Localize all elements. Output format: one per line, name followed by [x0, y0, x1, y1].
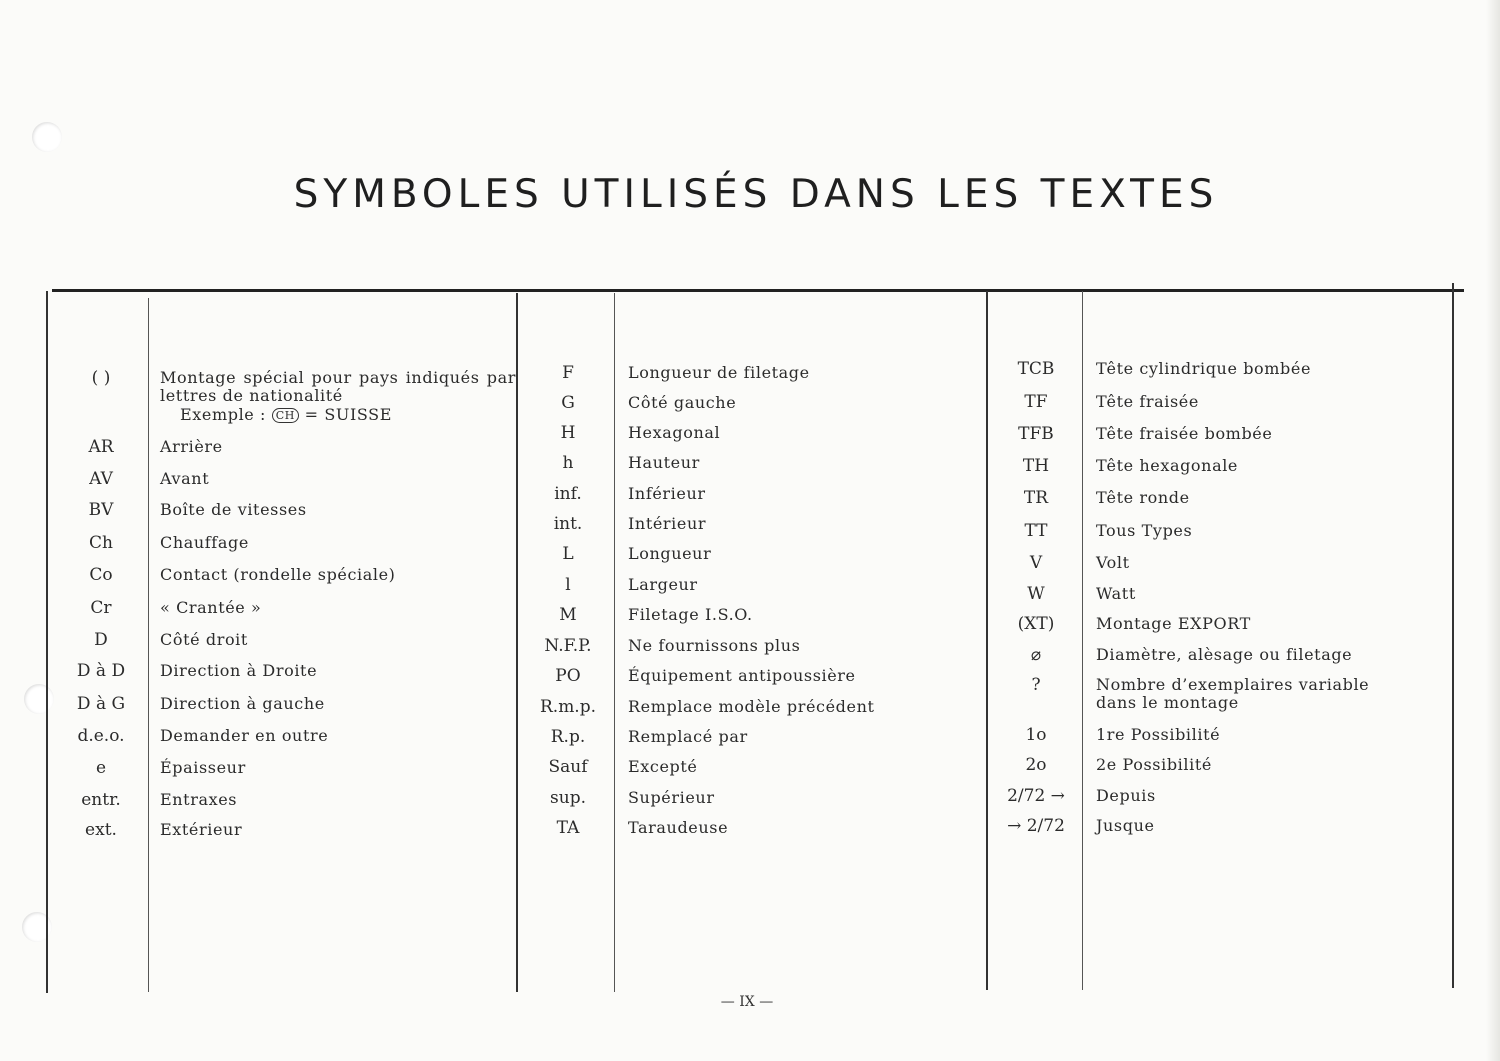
- symbol-definition: [1096, 726, 1396, 744]
- definition-text: Excepté: [628, 757, 698, 776]
- definition-text: Taraudeuse: [628, 818, 729, 837]
- symbol-abbreviation: 2/72 →: [1007, 786, 1065, 806]
- definition-text: Hexagonal: [628, 423, 721, 442]
- symbol-abbreviation: G: [561, 393, 575, 413]
- definition-text: Chauffage: [160, 533, 249, 552]
- column-separator-2: [986, 291, 988, 990]
- symbol-definition: [1096, 756, 1396, 774]
- symbol-definition: [1096, 646, 1396, 664]
- symbol-definition: [628, 819, 978, 837]
- symbol-abbreviation: Sauf: [548, 757, 588, 777]
- col2-divider: [614, 293, 615, 992]
- symbol-abbreviation: TFB: [1018, 424, 1054, 444]
- definition-text: Boîte de vitesses: [160, 500, 307, 519]
- symbol-definition: [1096, 360, 1396, 378]
- symbol-definition: [160, 791, 516, 809]
- symbol-definition: [628, 424, 978, 442]
- symbol-abbreviation: M: [559, 605, 577, 625]
- symbol-definition: [1096, 676, 1396, 712]
- symbol-definition: [160, 727, 516, 745]
- symbol-definition: [1096, 489, 1396, 507]
- symbol-abbreviation: PO: [555, 666, 581, 686]
- definition-text: Diamètre, alèsage ou filetage: [1096, 645, 1353, 664]
- definition-text: Montage EXPORT: [1096, 614, 1251, 633]
- symbol-definition: [160, 759, 516, 777]
- symbol-abbreviation: inf.: [554, 484, 582, 504]
- symbol-abbreviation: ?: [1031, 675, 1041, 695]
- symbol-definition: [1096, 554, 1396, 572]
- symbol-abbreviation: D à G: [76, 694, 126, 714]
- definition-text: Tête fraisée bombée: [1096, 424, 1273, 443]
- symbol-abbreviation: R.p.: [550, 727, 586, 747]
- definition-text: Watt: [1096, 584, 1136, 603]
- definition-text: Remplace modèle précédent: [628, 697, 875, 716]
- symbol-abbreviation: 2o: [1025, 755, 1047, 775]
- symbol-abbreviation: TA: [556, 818, 580, 838]
- definition-text: Montage spécial pour pays indiqués par lettres de nationalité: [160, 368, 516, 405]
- symbol-abbreviation: h: [562, 453, 574, 473]
- definition-text: Intérieur: [628, 514, 707, 533]
- symbol-abbreviation: Co: [89, 565, 113, 585]
- definition-text: Demander en outre: [160, 726, 329, 745]
- column-separator-1: [516, 293, 518, 992]
- symbol-abbreviation: ext.: [85, 820, 117, 840]
- symbol-definition: [1096, 457, 1396, 475]
- symbol-abbreviation: TH: [1022, 456, 1050, 476]
- binder-hole-middle: [24, 684, 54, 714]
- definition-text: Épaisseur: [160, 758, 246, 777]
- definition-text: Arrière: [160, 437, 223, 456]
- table-left-border: [46, 291, 48, 993]
- definition-text: Tête fraisée: [1096, 392, 1199, 411]
- definition-text: Contact (rondelle spéciale): [160, 565, 396, 584]
- symbol-abbreviation: D: [94, 630, 108, 650]
- symbol-abbreviation: TCB: [1017, 359, 1055, 379]
- symbol-definition: [628, 576, 978, 594]
- symbol-definition: [160, 599, 516, 617]
- symbol-definition: [628, 515, 978, 533]
- symbol-abbreviation: AV: [89, 469, 113, 489]
- symbol-definition: [1096, 522, 1396, 540]
- page-title: SYMBOLES UTILISÉS DANS LES TEXTES: [293, 172, 1219, 217]
- definition-text: Avant: [160, 469, 210, 488]
- symbol-definition: [1096, 585, 1396, 603]
- symbol-definition: [628, 758, 978, 776]
- definition-text: Longueur: [628, 544, 712, 563]
- definition-text: Direction à gauche: [160, 694, 325, 713]
- definition-text: Longueur de filetage: [628, 363, 810, 382]
- table-right-border: [1452, 283, 1454, 988]
- symbol-abbreviation: TR: [1023, 488, 1049, 508]
- symbol-abbreviation: sup.: [550, 788, 586, 808]
- definition-text: 2e Possibilité: [1096, 755, 1212, 774]
- definition-text: Remplacé par: [628, 727, 748, 746]
- symbol-abbreviation: N.F.P.: [544, 636, 592, 656]
- page-edge-shadow: [1486, 0, 1500, 1061]
- symbol-definition: [1096, 393, 1396, 411]
- symbol-definition: [628, 454, 978, 472]
- definition-text: Largeur: [628, 575, 698, 594]
- definition-text: Direction à Droite: [160, 661, 318, 680]
- symbol-definition: [628, 789, 978, 807]
- definition-text: Filetage I.S.O.: [628, 605, 753, 624]
- symbol-abbreviation: H: [560, 423, 576, 443]
- example-line: [160, 406, 516, 424]
- symbol-definition: [628, 545, 978, 563]
- symbol-definition: [628, 698, 978, 716]
- definition-text: « Crantée »: [160, 598, 262, 617]
- symbol-definition: [1096, 615, 1396, 633]
- symbol-abbreviation: ( ): [91, 368, 111, 388]
- symbol-abbreviation: Ch: [89, 533, 113, 553]
- symbol-abbreviation: Cr: [90, 598, 112, 618]
- symbol-abbreviation: 1o: [1025, 725, 1047, 745]
- definition-text: Volt: [1096, 553, 1130, 572]
- symbol-definition: [1096, 817, 1396, 835]
- symbol-abbreviation: → 2/72: [1007, 816, 1065, 836]
- col3-divider: [1082, 291, 1083, 990]
- definition-text: Depuis: [1096, 786, 1156, 805]
- definition-text: Tête ronde: [1096, 488, 1190, 507]
- symbol-abbreviation: entr.: [81, 790, 121, 810]
- symbol-abbreviation: int.: [553, 514, 583, 534]
- definition-text: Hauteur: [628, 453, 700, 472]
- symbol-abbreviation: D à D: [76, 661, 126, 681]
- symbol-definition: [160, 534, 516, 552]
- definition-text: 1re Possibilité: [1096, 725, 1221, 744]
- definition-text: Extérieur: [160, 820, 243, 839]
- symbol-definition: [160, 821, 516, 839]
- symbol-definition: [628, 394, 978, 412]
- symbol-abbreviation: V: [1029, 553, 1043, 573]
- definition-text: Côté gauche: [628, 393, 737, 412]
- symbol-definition: [628, 728, 978, 746]
- binder-hole-top: [32, 122, 62, 152]
- symbol-abbreviation: L: [562, 544, 574, 564]
- symbol-definition: [1096, 787, 1396, 805]
- definition-text: Ne fournissons plus: [628, 636, 801, 655]
- definition-text: Entraxes: [160, 790, 238, 809]
- symbol-abbreviation: d.e.o.: [77, 726, 125, 746]
- symbol-definition: [1096, 425, 1396, 443]
- symbol-abbreviation: e: [95, 758, 107, 778]
- symbol-definition: [160, 369, 516, 424]
- symbol-abbreviation: BV: [88, 500, 114, 520]
- definition-text: Nombre d’exemplaires variable dans le montage: [1096, 675, 1370, 712]
- definition-text: Équipement antipoussière: [628, 666, 856, 685]
- definition-text: Inférieur: [628, 484, 706, 503]
- symbol-definition: [628, 485, 978, 503]
- symbol-definition: [628, 364, 978, 382]
- symbol-definition: [160, 631, 516, 649]
- definition-text: Tous Types: [1096, 521, 1193, 540]
- symbol-definition: [160, 470, 516, 488]
- symbol-abbreviation: TF: [1024, 392, 1048, 412]
- table-top-border: [52, 289, 1464, 292]
- definition-text: Tête hexagonale: [1096, 456, 1238, 475]
- symbol-definition: [160, 501, 516, 519]
- definition-text: Jusque: [1096, 816, 1155, 835]
- definition-text: Supérieur: [628, 788, 715, 807]
- symbol-abbreviation: l: [565, 575, 571, 595]
- symbol-definition: [160, 662, 516, 680]
- symbol-abbreviation: R.m.p.: [539, 697, 596, 717]
- symbol-definition: [628, 606, 978, 624]
- page-number: — IX —: [720, 994, 774, 1010]
- symbol-abbreviation: AR: [88, 437, 114, 457]
- symbol-definition: [160, 695, 516, 713]
- symbol-definition: [628, 637, 978, 655]
- symbol-abbreviation: ⌀: [1030, 645, 1042, 665]
- col1-divider: [148, 298, 149, 992]
- symbol-definition: [160, 566, 516, 584]
- symbol-abbreviation: TT: [1024, 521, 1048, 541]
- definition-text: Tête cylindrique bombée: [1096, 359, 1312, 378]
- symbol-abbreviation: (XT): [1017, 614, 1055, 634]
- example-prefix: Exemple :: [180, 405, 272, 424]
- nationality-plate-icon: CH: [272, 408, 299, 423]
- definition-text: Côté droit: [160, 630, 248, 649]
- symbol-abbreviation: F: [562, 363, 574, 383]
- example-suffix: = SUISSE: [298, 405, 393, 424]
- symbol-abbreviation: W: [1027, 584, 1045, 604]
- symbol-definition: [628, 667, 978, 685]
- symbol-definition: [160, 438, 516, 456]
